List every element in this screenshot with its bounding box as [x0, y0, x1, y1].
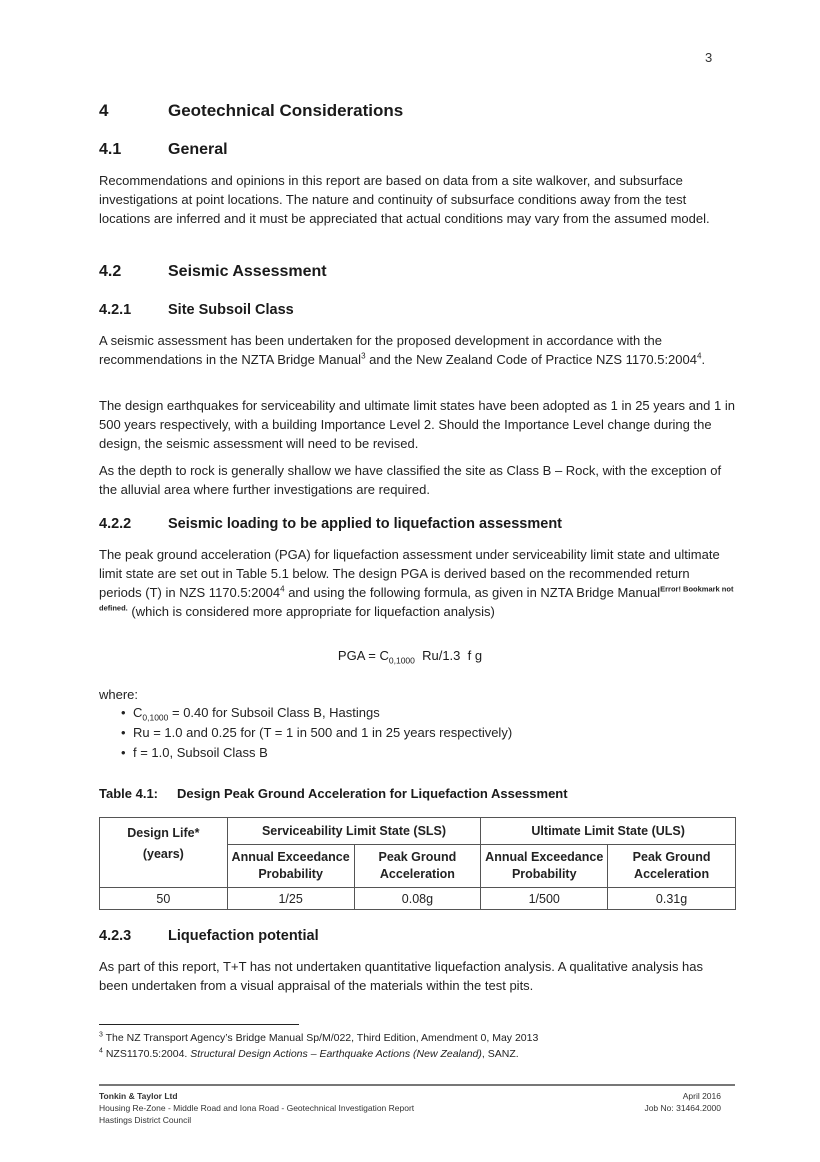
header-text: (years) — [142, 847, 184, 861]
loading-paragraph — [99, 545, 735, 621]
footer-separator — [99, 1084, 735, 1086]
cell-sls-pga: 0.08g — [354, 888, 481, 910]
heading-title: Liquefaction potential — [168, 928, 319, 944]
general-paragraph: Recommendations and opinions in this report are based on data from a site walkover, and subsurface investigations at point locations. The nature and continuity of subsurface conditions away from the test locations are inferred and it must be appreciated that actual conditions may vary from the assumed model. — [99, 173, 710, 226]
footer-client: Hastings District Council — [99, 1115, 192, 1125]
heading-title: Seismic Assessment — [168, 263, 327, 280]
parameter-list — [99, 703, 735, 763]
heading-liquefaction-potential — [99, 928, 319, 944]
header-text: Annual Exceedance — [485, 850, 604, 864]
list-item — [99, 723, 735, 743]
header-text: Acceleration — [634, 867, 710, 881]
header-text: Probability — [258, 867, 323, 881]
liquefaction-paragraph: As part of this report, T+T has not undertaken quantitative liquefaction analysis. A qualitative analysis has been undertaken from a visual appraisal of the materials within the test pits. — [99, 959, 704, 993]
header-text: Probability — [511, 867, 577, 881]
header-sls: Serviceability Limit State (SLS) — [227, 818, 481, 845]
heading-site-subsoil-class — [99, 302, 294, 318]
header-text: Design Life* — [127, 826, 200, 840]
heading-seismic-assessment — [99, 263, 327, 281]
list-item — [99, 703, 735, 723]
footnote-mark: 3 — [99, 1031, 103, 1039]
text-run: and the New Zealand Code of Practice NZS 1170.5:2004 — [365, 352, 697, 367]
header-text: Peak Ground — [632, 850, 711, 864]
cell-uls-aep: 1/500 — [481, 888, 608, 910]
header-sls-pga — [354, 845, 481, 888]
subsoil-paragraph-3: As the depth to rock is generally shallow we have classified the site as Class B – Rock, with the exception of the alluvial area where further investigations are required. — [99, 463, 722, 497]
footnote-text: NZS1170.5:2004. — [102, 1048, 191, 1060]
heading-number: 4.2.1 — [99, 302, 132, 318]
section-number: 4 — [99, 101, 109, 120]
heading-title: General — [168, 141, 228, 158]
footnote-ref[interactable]: 4 — [696, 351, 702, 361]
cell-sls-aep: 1/25 — [227, 888, 354, 910]
table-caption-number: Table 4.1: — [99, 786, 159, 801]
formula-subscript: 0,1000 — [388, 655, 415, 666]
header-text: Peak Ground — [378, 850, 457, 864]
table-caption-title: Design Peak Ground Acceleration for Liquefaction Assessment — [177, 786, 568, 801]
footer-company: Tonkin & Taylor Ltd — [99, 1091, 178, 1101]
bookmark-error-ref: Error! Bookmark not defined. — [99, 584, 734, 613]
heading-title: Site Subsoil Class — [168, 302, 294, 318]
footnote-text: The NZ Transport Agency’s Bridge Manual Sp/M/022, Third Edition, Amendment 0, May 2013 — [102, 1032, 539, 1044]
section-heading — [99, 101, 403, 121]
footnote-italic-title: Structural Design Actions – Earthquake Actions (New Zealand) — [190, 1048, 482, 1060]
text-run: = 0.40 for Subsoil Class B, Hastings — [168, 705, 380, 720]
footer-job-number: Job No: 31464.2000 — [644, 1103, 721, 1113]
pga-formula — [0, 648, 820, 666]
footer-project: Housing Re-Zone - Middle Road and Iona Road - Geotechnical Investigation Report — [99, 1103, 415, 1113]
header-design-life — [100, 818, 228, 888]
pga-table — [99, 817, 736, 910]
footnote-separator — [99, 1024, 299, 1025]
formula-lhs: PGA = C — [337, 648, 389, 663]
where-label: where: — [99, 687, 139, 702]
subsoil-paragraph-2: The design earthquakes for serviceability and ultimate limit states have been adopted as 1 in 25 years and 1 in 500 years respectively, with a building Importance Level 2. Should the Importance Level change during the design, the seismic assessment will need to be revised. — [99, 398, 735, 451]
list-item — [99, 743, 735, 763]
text-run: A seismic assessment has been undertaken for the proposed development in accordance with the recommendations in the NZTA Bridge Manual — [99, 333, 662, 367]
heading-number: 4.2.3 — [99, 928, 132, 944]
header-text: Annual Exceedance — [231, 850, 350, 864]
page-number: 3 — [705, 50, 713, 65]
cell-uls-pga: 0.31g — [608, 888, 736, 910]
heading-number: 4.1 — [99, 141, 122, 158]
subsoil-paragraph-1 — [99, 331, 735, 369]
text-run: and using the following formula, as given in NZTA Bridge Manual — [284, 585, 661, 600]
footnote-ref[interactable]: 4 — [280, 584, 285, 594]
formula-rhs: Ru/1.3 f g — [414, 648, 483, 663]
header-sls-aep — [227, 845, 354, 888]
header-uls-pga — [608, 845, 736, 888]
header-uls: Ultimate Limit State (ULS) — [481, 818, 736, 845]
text-run: Ru = 1.0 and 0.25 for (T = 1 in 500 and 1 in 25 years respectively) — [133, 725, 513, 740]
footnote-4 — [99, 1048, 519, 1060]
header-text: Acceleration — [379, 867, 455, 881]
text-run: f = 1.0, Subsoil Class B — [133, 745, 268, 760]
header-uls-aep — [481, 845, 608, 888]
heading-number: 4.2.2 — [99, 516, 132, 532]
text-run: The peak ground acceleration (PGA) for liquefaction assessment under serviceability limit state and ultimate limit state are set out in Table 5.1 below. The design PGA is derived based on the recommended return periods (T) in NZS 1170.5:2004 — [99, 547, 720, 600]
subscript: 0,1000 — [142, 712, 169, 723]
footnote-ref[interactable]: 3 — [361, 351, 366, 361]
text-run: (which is considered more appropriate for liquefaction analysis) — [127, 604, 495, 619]
heading-seismic-loading — [99, 516, 562, 532]
section-title: Geotechnical Considerations — [168, 101, 404, 120]
heading-title: Seismic loading to be applied to liquefaction assessment — [168, 516, 563, 532]
table-row — [100, 888, 736, 910]
heading-general — [99, 141, 228, 159]
text-run: . — [701, 352, 706, 367]
footnote-3 — [99, 1032, 538, 1044]
heading-number: 4.2 — [99, 263, 122, 280]
text-run: C — [133, 705, 143, 720]
table-caption — [99, 786, 568, 801]
footer-date: April 2016 — [682, 1091, 721, 1101]
cell-design-life: 50 — [100, 888, 228, 910]
footnote-mark: 4 — [99, 1047, 103, 1055]
footnote-text: , SANZ. — [481, 1048, 519, 1060]
